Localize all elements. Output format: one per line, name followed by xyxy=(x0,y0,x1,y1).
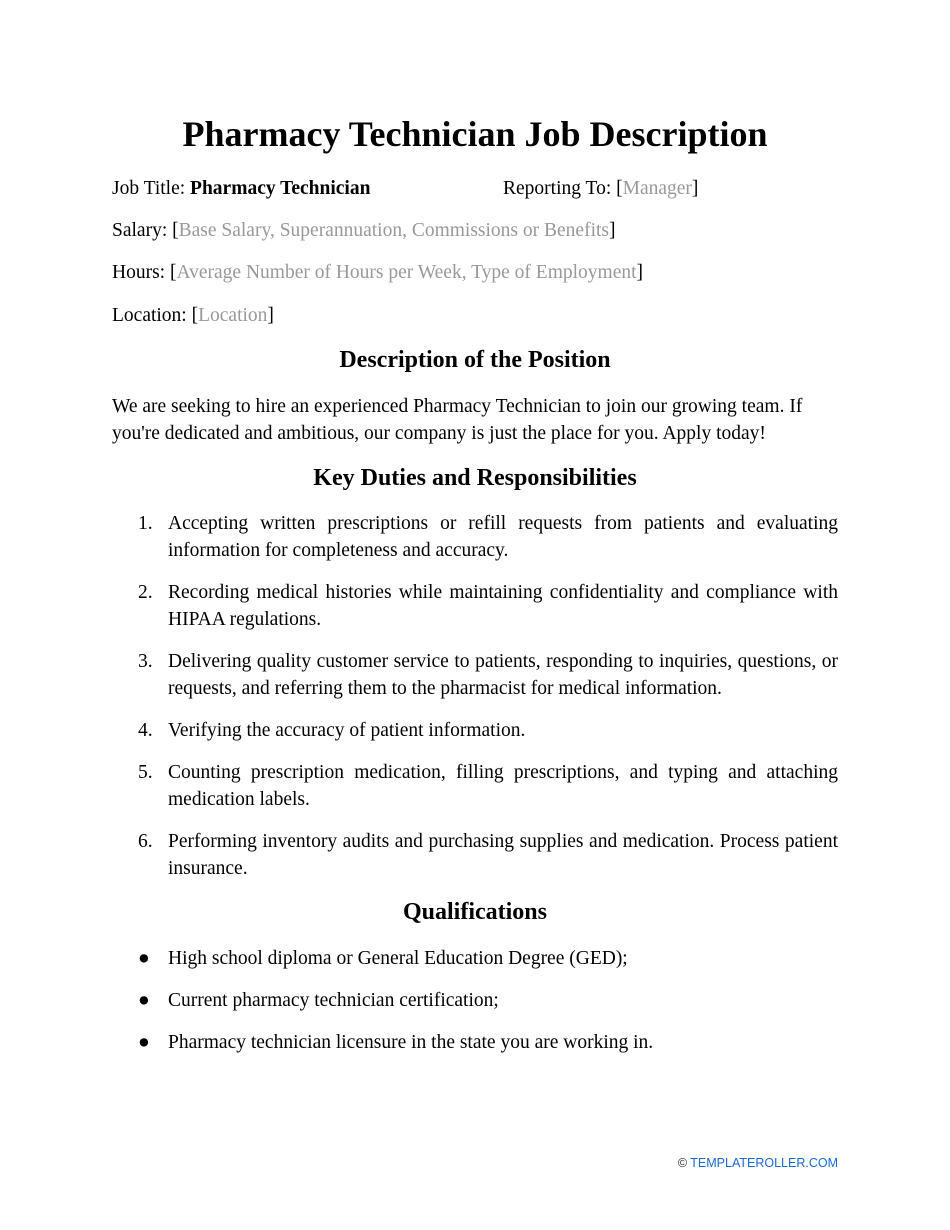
qualifications-heading: Qualifications xyxy=(402,899,547,925)
duty-text: Counting prescription medication, filling prescriptions, and typing and attaching medication labels. xyxy=(168,762,838,810)
bullet-icon: ● xyxy=(138,1032,150,1053)
list-number: 4. xyxy=(138,720,153,741)
bullet-icon: ● xyxy=(138,948,150,969)
duty-text: Accepting written prescriptions or refill requests from patients and evaluating information for completeness and accuracy. xyxy=(168,513,838,561)
location-row: Location: [Location] xyxy=(112,305,274,326)
job-title-value: Pharmacy Technician xyxy=(190,178,371,199)
location-label: Location: xyxy=(112,305,187,326)
duty-text: Delivering quality customer service to patients, responding to inquiries, questions, or requests, and referring them to the pharmacist for medical information. xyxy=(168,651,838,699)
qualification-text: Pharmacy technician licensure in the state you are working in. xyxy=(168,1032,654,1053)
qualifications-list xyxy=(112,945,838,1071)
hours-placeholder: Average Number of Hours per Week, Type of Employment xyxy=(176,262,637,283)
duty-text: Verifying the accuracy of patient information. xyxy=(168,720,526,741)
hours-row: Hours: [Average Number of Hours per Week, Type of Employment] xyxy=(112,262,644,283)
duty-item-5 xyxy=(112,759,838,813)
qualification-item-1 xyxy=(112,945,838,972)
duty-text: Recording medical histories while maintaining confidentiality and compliance with HIPAA regulations. xyxy=(168,582,838,630)
duty-item-1 xyxy=(112,510,838,564)
duties-heading: Key Duties and Responsibilities xyxy=(313,465,637,491)
duty-item-2 xyxy=(112,579,838,633)
reporting-to-placeholder: Manager xyxy=(622,178,692,199)
list-number: 1. xyxy=(138,513,153,534)
qualification-text: High school diploma or General Education Degree (GED); xyxy=(168,948,628,969)
salary-label: Salary: xyxy=(112,220,168,241)
salary-row: Salary: [Base Salary, Superannuation, Commissions or Benefits] xyxy=(112,220,616,241)
duty-item-4 xyxy=(112,717,838,744)
footer-credit xyxy=(678,1155,838,1171)
duty-item-3 xyxy=(112,648,838,702)
page-title: Pharmacy Technician Job Description xyxy=(182,114,768,154)
bullet-icon: ● xyxy=(138,990,150,1011)
duties-list xyxy=(112,510,838,897)
description-paragraph: We are seeking to hire an experienced Pharmacy Technician to join our growing team. If you're dedicated and ambitious, our company is just the place for you. Apply today! xyxy=(112,396,803,444)
job-title-row xyxy=(112,176,699,202)
duty-text: Performing inventory audits and purchasing supplies and medication. Process patient insurance. xyxy=(168,831,838,879)
job-title-label: Job Title: xyxy=(112,178,186,199)
reporting-to-field: Reporting To: [Manager] xyxy=(503,178,699,199)
duty-item-6 xyxy=(112,828,838,882)
list-number: 6. xyxy=(138,831,153,852)
description-heading: Description of the Position xyxy=(339,347,611,373)
hours-label: Hours: xyxy=(112,262,166,283)
list-number: 5. xyxy=(138,762,153,783)
list-number: 2. xyxy=(138,582,153,603)
qualification-text: Current pharmacy technician certification; xyxy=(168,990,499,1011)
qualification-item-3 xyxy=(112,1029,838,1056)
copyright-icon: © xyxy=(677,1156,688,1170)
templateroller-link[interactable]: TEMPLATEROLLER.COM xyxy=(690,1156,838,1170)
location-placeholder: Location xyxy=(198,305,268,326)
salary-placeholder: Base Salary, Superannuation, Commissions or Benefits xyxy=(178,220,609,241)
qualification-item-2 xyxy=(112,987,838,1014)
reporting-to-label: Reporting To: xyxy=(503,178,612,199)
list-number: 3. xyxy=(138,651,153,672)
